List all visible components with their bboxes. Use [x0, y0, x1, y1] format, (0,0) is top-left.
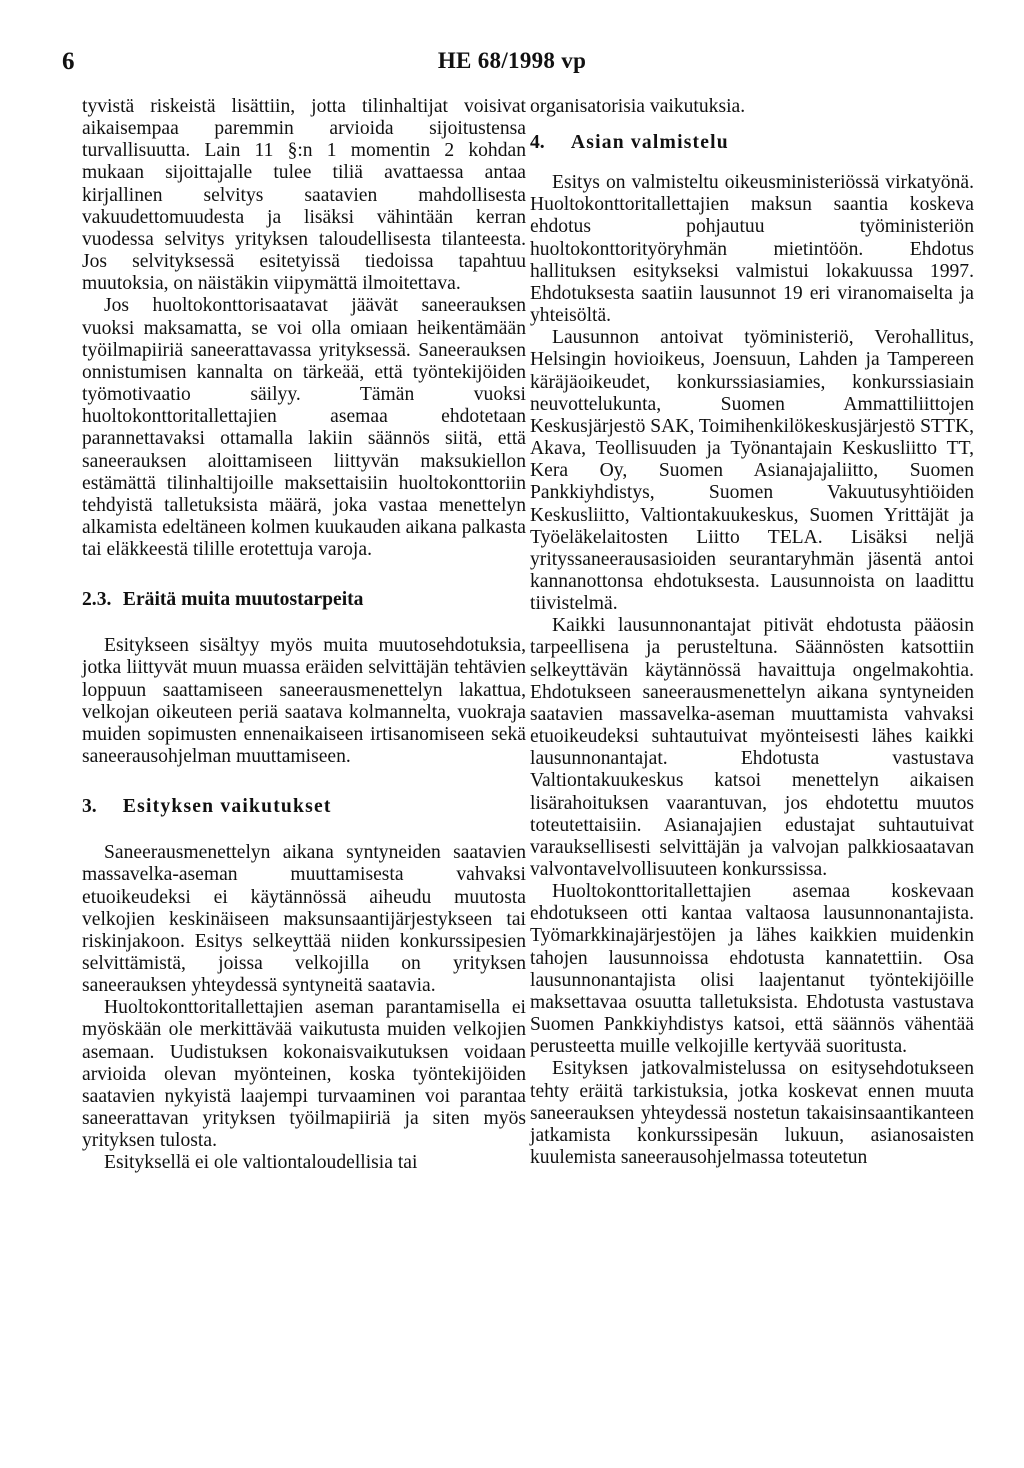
section-heading-4: [530, 132, 974, 154]
section-title: Asian valmistelu: [570, 132, 729, 154]
left-column: [82, 96, 526, 1175]
section-title: Eräitä muita muutostarpeita: [122, 589, 364, 611]
section-number: 3.: [82, 796, 97, 818]
paragraph: Saneerausmenettelyn aikana syntyneiden saatavien massavelka-aseman muuttamisesta vahvaksi etuoikeudeksi ei käytännössä aiheudu muutosta velkojien keskinäiseen maksunsaantijärjestykseen tai riskinjakoon. Esitys selkeyttää niiden konkurssipesien selvittämistä, joissa velkojilla on yrityksen saneerauksen yhteydessä syntyneitä saatavia.: [82, 842, 526, 997]
paragraph: Esitykseen sisältyy myös muita muutosehdotuksia, jotka liittyvät muun muassa eräiden selvittäjän tehtävien loppuun saattamiseen saneerausmenettelyn lakattua, velkojan oikeuteen periä saatava kolmannelta, vuokraja muiden sopimusten ennenaikaiseen irtisanomiseen sekä saneerausohjelman muuttamiseen.: [82, 635, 526, 768]
paragraph: Huoltokonttoritallettajien aseman parantamisella ei myöskään ole merkittävää vaikutusta muiden velkojien asemaan. Uudistuksen kokonaisvaikutuksen voidaan arvioida olevan myönteinen, koska työntekijöiden saatavien nykyistä laajempi turvaaminen voi parantaa saneerattavan yrityksen työilmapiiriä ja siten myös yrityksen tulosta.: [82, 997, 526, 1152]
paragraph: Huoltokonttoritallettajien asemaa koskevaan ehdotukseen otti kantaa valtaosa lausunnonantajista. Työmarkkinajärjestöjen ja lähes kaikkien muidenkin tahojen lausunnoissa ehdotusta kannatettiin. Osa lausunnonantajista olisi laajentanut työntekijöille maksettavaa osuutta talletuksista. Ehdotusta vastustava Suomen Pankkiyhdistys katsoi, että säännös vähentää perusteetta muille velkojille kertyvää suoritusta.: [530, 881, 974, 1058]
section-title: Esityksen vaikutukset: [122, 796, 332, 818]
section-heading-2-3: [82, 589, 526, 611]
section-heading-3: [82, 796, 526, 818]
paragraph: tyvistä riskeistä lisättiin, jotta tilinhaltijat voisivat aikaisempaa paremmin arvioida sijoitustensa turvallisuutta. Lain 11 §:n 1 momentin 2 kohdan mukaan sijoittajalle tulee tiliä avattaessa antaa kirjallinen selvitys saatavien mahdollisesta vakuudettomuudesta ja lisäksi vähintään kerran vuodessa selvitys yrityksen taloudellisesta tilanteesta. Jos selvityksessä esitetyissä tiedoissa tapahtuu muutoksia, on näistäkin viipymättä ilmoitettava.: [82, 96, 526, 295]
section-number: 4.: [530, 132, 545, 154]
paragraph: Esitys on valmisteltu oikeusministeriössä virkatyönä. Huoltokonttoritallettajien maksun saantia koskeva ehdotus pohjautuu työministeriön huoltokonttorityöryhmän mietintöön. Ehdotus hallituksen esitykseksi valmistui lokakuussa 1997. Ehdotuksesta saatiin lausunnot 19 eri viranomaiselta ja yhteisöltä.: [530, 172, 974, 327]
right-column: [530, 96, 974, 1169]
paragraph: Esityksellä ei ole valtiontaloudellisia tai: [104, 1152, 418, 1174]
paragraph: Kaikki lausunnonantajat pitivät ehdotusta pääosin tarpeellisena ja perusteltuna. Säännösten katsottiin selkeyttävän käytännössä havaittuja ongelmakohtia. Ehdotukseen saneerausmenettelyn aikana syntyneiden saatavien massavelka-aseman muuttamista vahvaksi etuoikeudeksi suhtautuivat myönteisesti lähes kaikki lausunnonantajat. Ehdotusta vastustava Valtiontakuukeskus katsoi menettelyn aikaisen lisärahoituksen vaarantuvan, jos ehdotettu muutos toteutettaisiin. Asianajajien edustajat suhtautuivat varauksellisesti selvittäjän ja valvojan palkkiosaatavan valvontavelvollisuuteen konkurssissa.: [530, 615, 974, 880]
page-number: 6: [62, 48, 75, 75]
section-number: 2.3.: [82, 589, 112, 611]
paragraph: Lausunnon antoivat työministeriö, Verohallitus, Helsingin hovioikeus, Joensuun, Lahden ja Tampereen käräjäoikeudet, konkurssiasiamies, konkurssiasiain neuvottelukunta, Suomen Ammattiliittojen Keskusjärjestö SAK, Toimihenkilökeskusjärjestö STTK, Akava, Teollisuuden ja Työnantajain Keskusliitto TT, Kera Oy, Suomen Asianajajaliitto, Suomen Pankkiyhdistys, Suomen Vakuutusyhtiöiden Keskusliitto, Valtiontakuukeskus, Suomen Yrittäjät ja Työeläkelaitosten Liitto TELA. Lisäksi neljä yrityssaneerausasioiden seurantaryhmän jäsentä antoi kannanottonsa ehdotuksesta. Lausunnoista on laadittu tiivistelmä.: [530, 327, 974, 615]
paragraph: Jos huoltokonttorisaatavat jäävät saneerauksen vuoksi maksamatta, se voi olla omiaan heikentämään työilmapiiriä saneerattavassa yrityksessä. Saneerauksen onnistumisen kannalta on tärkeää, että työntekijöiden työmotivaatio säilyy. Tämän vuoksi huoltokonttoritallettajien asemaa ehdotetaan parannettavaksi ottamalla lakiin säännös siitä, että saneerauksen aloittamiseen liittyvän maksukiellon estämättä tilinhaltijoille maksettaisiin huoltokonttoriin tehdyistä talletuksista määrä, joka vastaa menettelyn alkamista edeltäneen kolmen kuukauden aikana palkasta tai eläkkeestä tilille erotettuja varoja.: [82, 295, 526, 561]
paragraph: organisatorisia vaikutuksia.: [530, 96, 746, 117]
paragraph: Esityksen jatkovalmistelussa on esitysehdotukseen tehty eräitä tarkistuksia, jotka koskevat ennen muuta saneerauksen yhteydessä nostetun takaisinsaantikanteen jatkamista konkurssipesän lukuun, asianosaisten kuulemista saneerausohjelmassa toteutetun: [530, 1058, 974, 1169]
running-title: HE 68/1998 vp: [437, 48, 587, 73]
